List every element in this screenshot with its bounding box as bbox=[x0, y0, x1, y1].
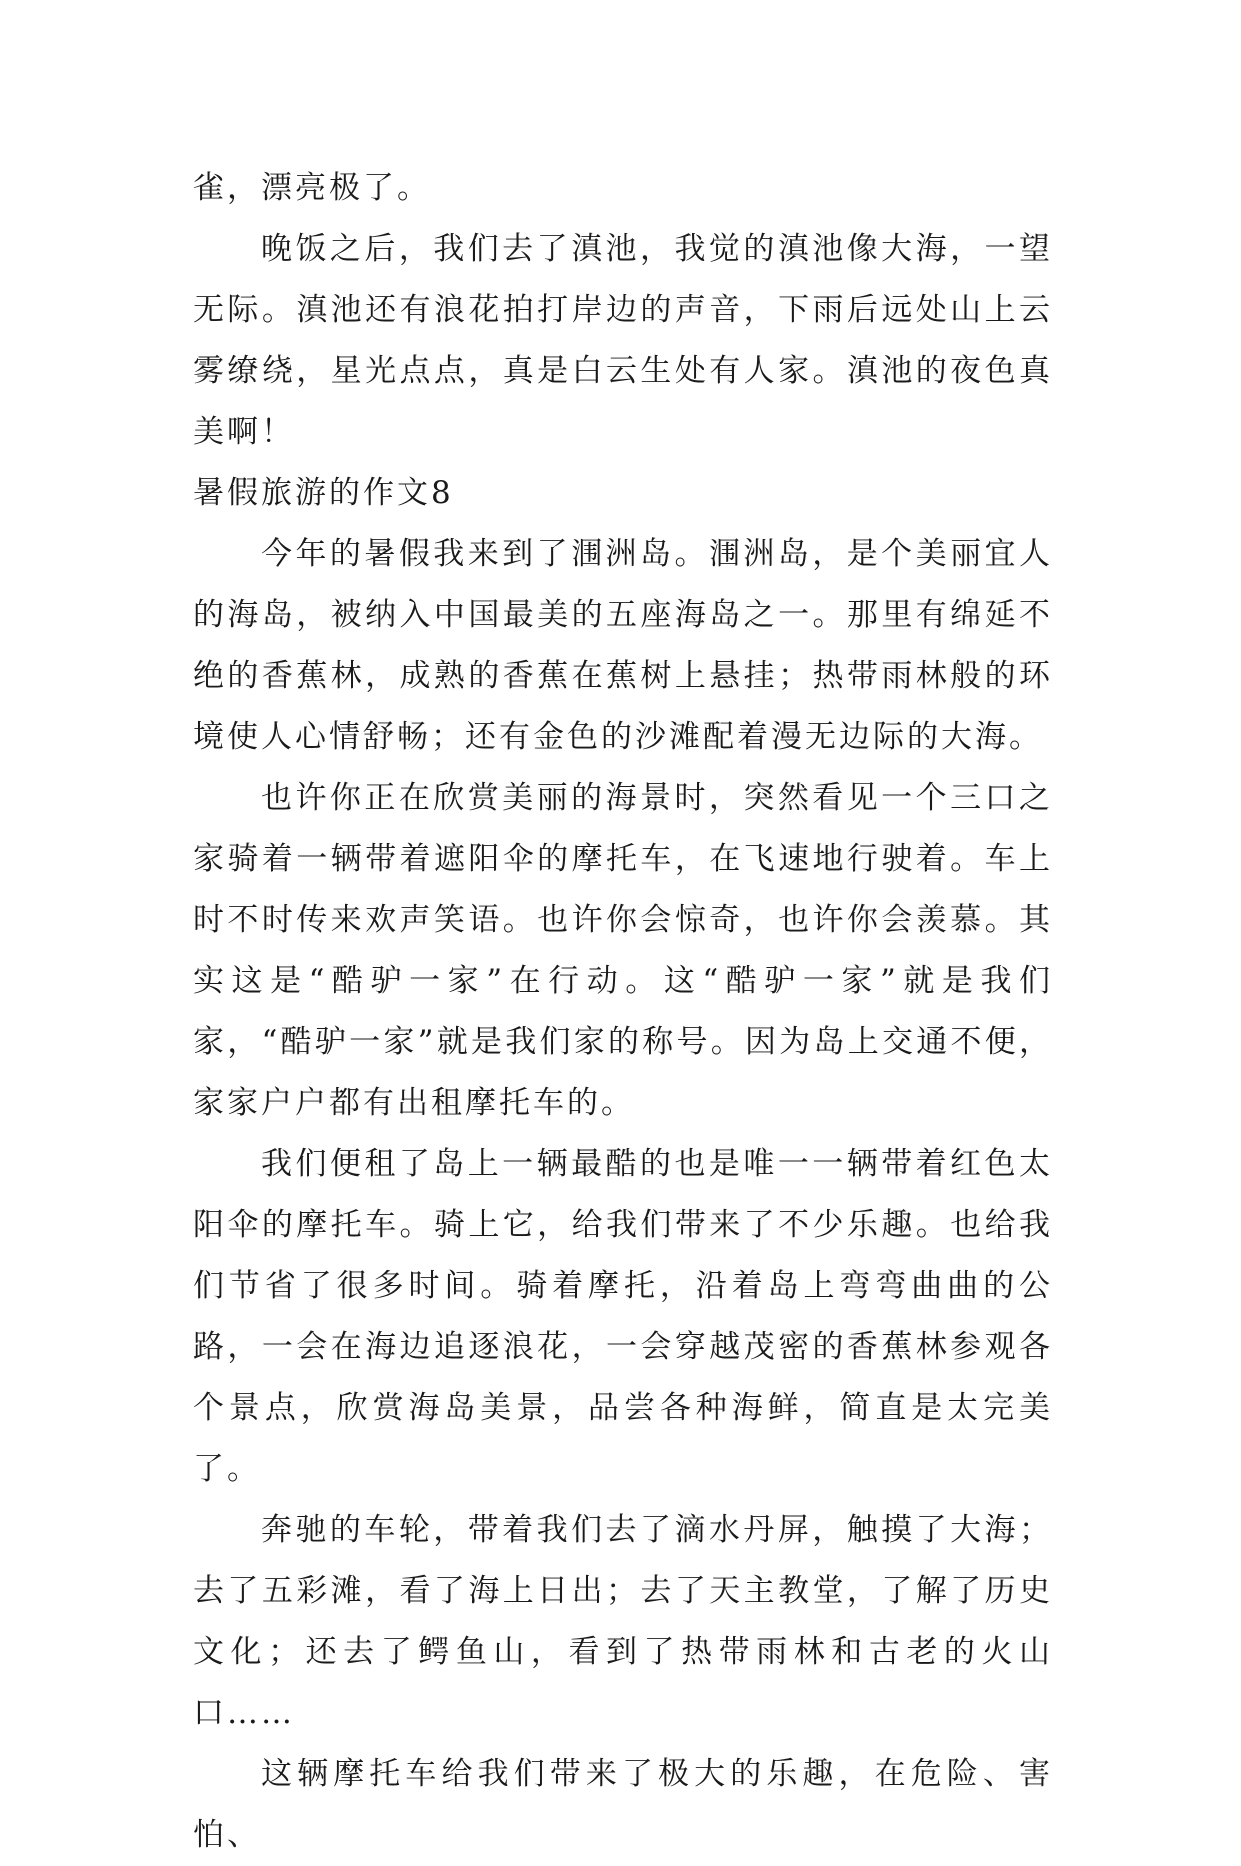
document-body bbox=[193, 158, 1053, 1866]
paragraph-closing-fragment: 这辆摩托车给我们带来了极大的乐趣，在危险、害怕、 bbox=[193, 1756, 1053, 1853]
paragraph-weizhou-intro: 今年的暑假我来到了涠洲岛。涠洲岛，是个美丽宜人的海岛，被纳入中国最美的五座海岛之一。那里有绵延不绝的香蕉林，成熟的香蕉在蕉树上悬挂；热带雨林般的环境使人心情舒畅；还有金色的沙滩配着漫无边际的大海。 bbox=[193, 536, 1053, 755]
paragraph-continuation: 雀，漂亮极了。 bbox=[193, 170, 431, 206]
paragraph-cool-donkey-family: 也许你正在欣赏美丽的海景时，突然看见一个三口之家骑着一辆带着遮阳伞的摩托车，在飞速地行驶着。车上时不时传来欢声笑语。也许你会惊奇，也许你会羡慕。其实这是“酷驴一家”在行动。这“酷驴一家”就是我们家，“酷驴一家”就是我们家的称号。因为岛上交通不便，家家户户都有出租摩托车的。 bbox=[193, 780, 1053, 1121]
paragraph-rent-motorcycle: 我们便租了岛上一辆最酷的也是唯一一辆带着红色太阳伞的摩托车。骑上它，给我们带来了不少乐趣。也给我们节省了很多时间。骑着摩托，沿着岛上弯弯曲曲的公路，一会在海边追逐浪花，一会穿越茂密的香蕉林参观各个景点，欣赏海岛美景，品尝各种海鲜，简直是太完美了。 bbox=[193, 1146, 1053, 1487]
section-title: 暑假旅游的作文8 bbox=[193, 475, 454, 511]
paragraph-places-visited: 奔驰的车轮，带着我们去了滴水丹屏，触摸了大海；去了五彩滩，看了海上日出；去了天主教堂，了解了历史文化；还去了鳄鱼山，看到了热带雨林和古老的火山口…… bbox=[193, 1512, 1053, 1731]
paragraph-dianchi: 晚饭之后，我们去了滇池，我觉的滇池像大海，一望无际。滇池还有浪花拍打岸边的声音，下雨后远处山上云雾缭绕，星光点点，真是白云生处有人家。滇池的夜色真美啊！ bbox=[193, 231, 1053, 450]
